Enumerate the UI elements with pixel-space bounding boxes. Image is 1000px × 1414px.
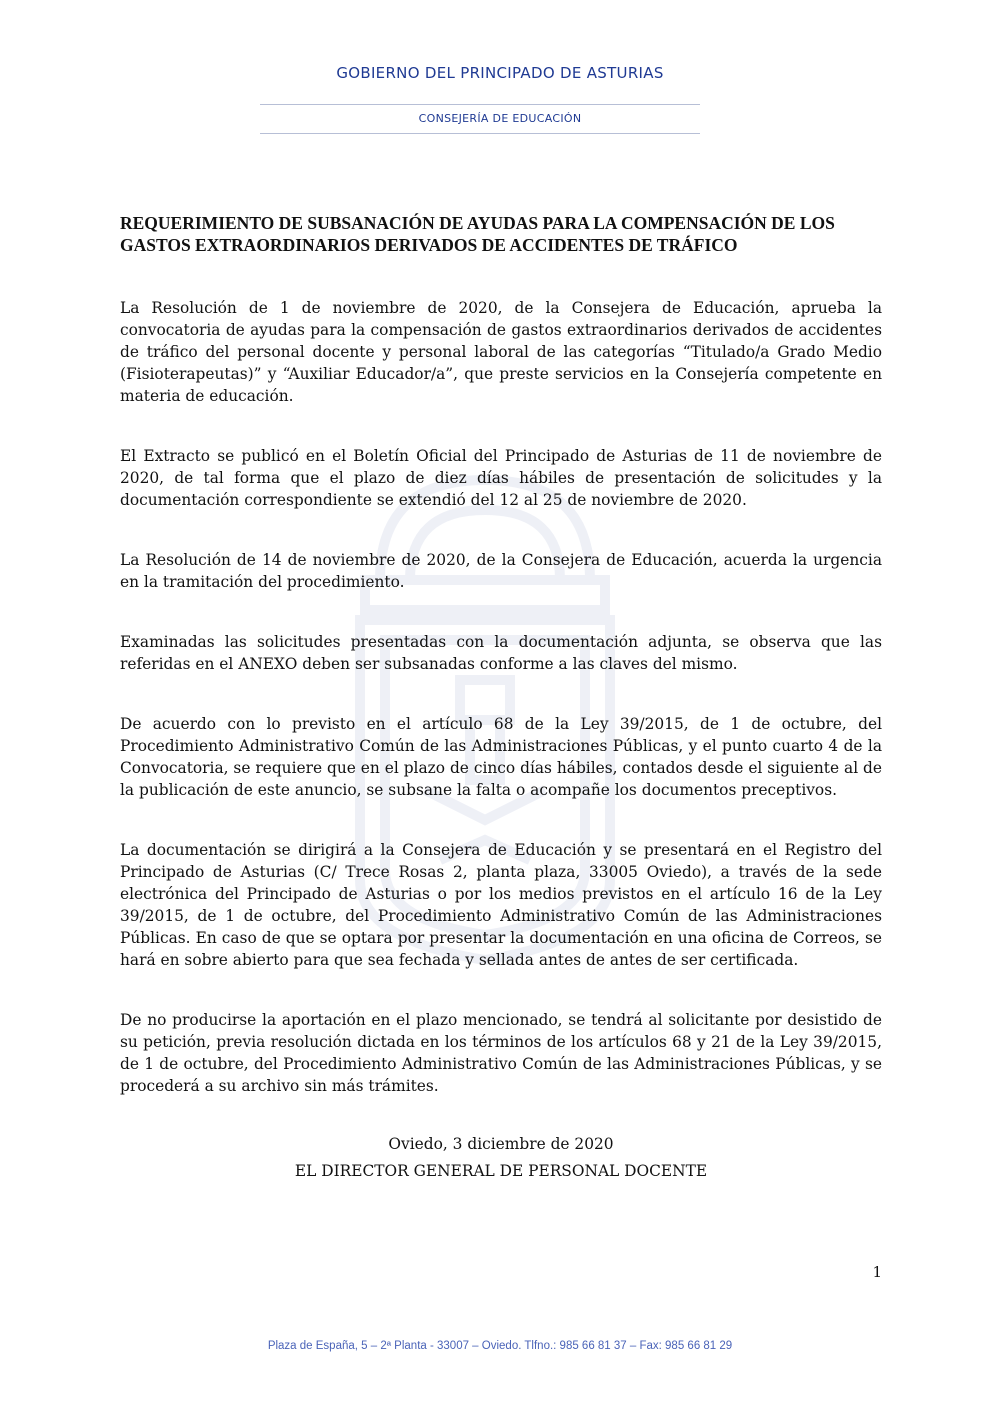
- paragraph-extracto: El Extracto se publicó en el Boletín Oficial del Principado de Asturias de 11 de noviembre de 2020, de tal forma que el plazo de diez días hábiles de presentación de solicitudes y la documentación correspondiente se extendió del 12 al 25 de noviembre de 2020.: [120, 447, 882, 509]
- paragraph-convocatoria: La Resolución de 1 de noviembre de 2020, de la Consejera de Educación, aprueba la convocatoria de ayudas para la compensación de gastos extraordinarios derivados de accidentes de tráfico del personal docente y personal laboral de las categorías “Titulado/a Grado Medio (Fisioterapeutas)” y “Auxiliar Educador/a”, que preste servicios en la Consejería competente en materia de educación.: [120, 299, 882, 405]
- header-department: CONSEJERÍA DE EDUCACIÓN: [418, 112, 582, 125]
- paragraph-urgencia: La Resolución de 14 de noviembre de 2020, de la Consejera de Educación, acuerda la urgencia en la tramitación del procedimiento.: [120, 551, 882, 591]
- header-rule-bottom: [260, 133, 700, 134]
- footer-address: Plaza de España, 5 – 2ª Planta - 33007 – Oviedo. Tlfno.: 985 66 81 37 – Fax: 985 66 81 29: [267, 1340, 733, 1352]
- paragraph-desistimiento: De no producirse la aportación en el plazo mencionado, se tendrá al solicitante por desistido de su petición, previa resolución dictada en los términos de los artículos 68 y 21 de la Ley 39/2015, de 1 de octubre, del Procedimiento Administrativo Común de las Administraciones Públicas, y se procederá a su archivo sin más trámites.: [120, 1011, 882, 1095]
- page-number: 1: [872, 1263, 882, 1281]
- header-organization: GOBIERNO DEL PRINCIPADO DE ASTURIAS: [336, 64, 664, 82]
- document-body: [120, 212, 882, 1180]
- paragraph-documentacion: La documentación se dirigirá a la Consejera de Educación y se presentará en el Registro del Principado de Asturias (C/ Trece Rosas 2, planta plaza, 33005 Oviedo), a través de la sede electrónica del Principado de Asturias o por los medios previstos en el artículo 16 de la Ley 39/2015, de 1 de octubre, del Procedimiento Administrativo Común de las Administraciones Públicas. En caso de que se optara por presentar la documentación en una oficina de Correos, se hará en sobre abierto para que sea fechada y sellada antes de antes de ser certificada.: [120, 841, 882, 969]
- header-rule-top: [260, 104, 700, 105]
- document-title: REQUERIMIENTO DE SUBSANACIÓN DE AYUDAS PARA LA COMPENSACIÓN DE LOS GASTOS EXTRAORDINARIOS DERIVADOS DE ACCIDENTES DE TRÁFICO: [120, 213, 835, 255]
- paragraph-requerimiento: De acuerdo con lo previsto en el artículo 68 de la Ley 39/2015, de 1 de octubre, del Procedimiento Administrativo Común de las Administraciones Públicas, y el punto cuarto 4 de la Convocatoria, se requiere que en el plazo de cinco días hábiles, contados desde el siguiente al de la publicación de este anuncio, se subsane la falta o acompañe los documentos preceptivos.: [120, 715, 882, 799]
- paragraph-examinadas: Examinadas las solicitudes presentadas con la documentación adjunta, se observa que las referidas en el ANEXO deben ser subsanadas conforme a las claves del mismo.: [120, 633, 882, 673]
- place-date: Oviedo, 3 diciembre de 2020: [388, 1135, 614, 1153]
- signatory: EL DIRECTOR GENERAL DE PERSONAL DOCENTE: [294, 1162, 708, 1180]
